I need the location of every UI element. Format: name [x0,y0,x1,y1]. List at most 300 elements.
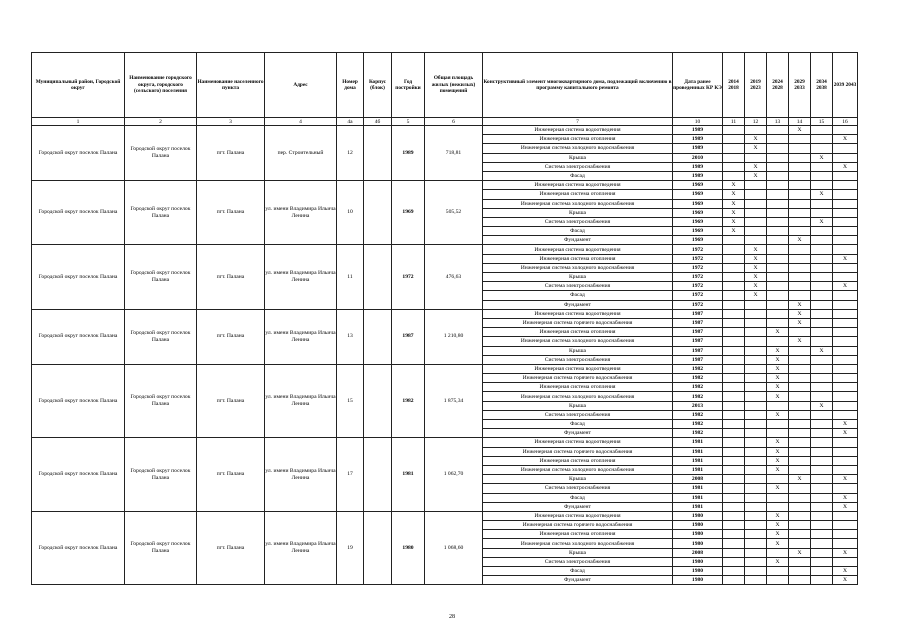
period-1-cell [723,291,745,300]
period-3-cell [767,475,789,484]
column-number-row [32,118,858,126]
period-4-cell [789,291,811,300]
period-1-cell [723,355,745,364]
period-6-cell [833,401,858,410]
period-5-cell [811,502,833,511]
period-2-cell [745,181,767,190]
house-number-cell: 19 [337,511,364,585]
period-2-cell: X [745,245,767,254]
period-6-cell [833,318,858,327]
period-4-cell [789,374,811,383]
previous-repair-date-cell: 1989 [673,135,723,144]
period-4-cell: X [789,318,811,327]
element-cell: Система электроснабжения [483,484,673,493]
column-number: 7 [483,118,673,126]
period-5-cell [811,263,833,272]
period-6-cell: X [833,254,858,263]
period-5-cell [811,383,833,392]
period-2-cell [745,548,767,557]
previous-repair-date-cell: 1969 [673,199,723,208]
period-6-cell [833,227,858,236]
previous-repair-date-cell: 1972 [673,282,723,291]
period-6-cell: X [833,135,858,144]
previous-repair-date-cell: 1969 [673,181,723,190]
previous-repair-date-cell: 2008 [673,475,723,484]
period-2-cell [745,208,767,217]
period-5-cell [811,530,833,539]
period-2-cell: X [745,291,767,300]
area-cell: 1 068,60 [425,511,483,585]
period-5-cell [811,144,833,153]
element-cell: Система электроснабжения [483,410,673,419]
period-4-cell [789,328,811,337]
period-6-cell: X [833,420,858,429]
locality-cell: пгт. Палана [197,511,265,585]
previous-repair-date-cell: 1982 [673,392,723,401]
period-4-cell [789,511,811,520]
element-cell: Крыша [483,401,673,410]
element-cell: Инженерная система отопления [483,254,673,263]
period-5-cell [811,208,833,217]
area-cell: 505,52 [425,181,483,245]
previous-repair-date-cell: 1969 [673,208,723,217]
period-5-cell [811,318,833,327]
period-2-cell [745,567,767,576]
element-cell: Инженерная система холодного водоснабжения [483,392,673,401]
previous-repair-date-cell: 1972 [673,291,723,300]
period-2-cell [745,438,767,447]
period-3-cell [767,300,789,309]
period-2-cell [745,364,767,373]
previous-repair-date-cell: 1982 [673,383,723,392]
page-number: 28 [449,614,455,620]
district-cell: Городской округ поселок Палана [32,245,125,309]
header-district: Муниципальный район, Городской округ [32,53,125,118]
period-2-cell [745,502,767,511]
locality-cell: пгт. Палана [197,364,265,438]
header-period-3: 2024 2028 [767,53,789,118]
period-1-cell [723,557,745,566]
period-5-cell [811,227,833,236]
period-4-cell [789,245,811,254]
previous-repair-date-cell: 1980 [673,511,723,520]
block-cell [364,245,392,309]
element-cell: Инженерная система холодного водоснабжения [483,199,673,208]
period-2-cell: X [745,171,767,180]
period-2-cell [745,475,767,484]
period-5-cell [811,273,833,282]
period-1-cell [723,576,745,585]
period-1-cell [723,567,745,576]
area-cell: 718,81 [425,126,483,181]
period-2-cell [745,126,767,135]
period-5-cell [811,181,833,190]
period-6-cell [833,263,858,272]
district-cell: Городской округ поселок Палана [32,309,125,364]
period-4-cell [789,263,811,272]
previous-repair-date-cell: 1980 [673,567,723,576]
element-cell: Инженерная система отопления [483,190,673,199]
period-3-cell: X [767,521,789,530]
period-4-cell [789,530,811,539]
period-3-cell [767,162,789,171]
period-5-cell [811,291,833,300]
period-6-cell [833,447,858,456]
period-1-cell [723,502,745,511]
element-cell: Фундамент [483,236,673,245]
period-4-cell [789,199,811,208]
settlement-cell: Городской округ поселок Палана [125,438,197,512]
period-1-cell [723,548,745,557]
previous-repair-date-cell: 1989 [673,162,723,171]
block-cell [364,438,392,512]
period-3-cell: X [767,465,789,474]
period-5-cell [811,328,833,337]
period-6-cell: X [833,576,858,585]
previous-repair-date-cell: 1981 [673,493,723,502]
period-4-cell: X [789,309,811,318]
period-5-cell: X [811,217,833,226]
element-cell: Фасад [483,291,673,300]
period-2-cell [745,493,767,502]
period-2-cell [745,511,767,520]
period-1-cell [723,309,745,318]
period-4-cell [789,401,811,410]
header-period-1: 2014 2018 [723,53,745,118]
period-5-cell [811,364,833,373]
period-1-cell: X [723,208,745,217]
header-period-2: 2019 2023 [745,53,767,118]
period-3-cell [767,153,789,162]
previous-repair-date-cell: 1987 [673,337,723,346]
period-2-cell [745,392,767,401]
previous-repair-date-cell: 1987 [673,318,723,327]
area-cell: 1 062,70 [425,438,483,512]
period-3-cell: X [767,364,789,373]
column-number: 4 [265,118,337,126]
period-6-cell [833,291,858,300]
period-5-cell [811,355,833,364]
previous-repair-date-cell: 1972 [673,300,723,309]
period-6-cell [833,521,858,530]
element-cell: Инженерная система водоотведения [483,181,673,190]
area-cell: 1 210,80 [425,309,483,364]
table-row [32,511,858,520]
element-cell: Фундамент [483,429,673,438]
period-3-cell: X [767,511,789,520]
column-number: 6 [425,118,483,126]
period-4-cell [789,171,811,180]
period-4-cell [789,181,811,190]
period-1-cell [723,135,745,144]
period-1-cell: X [723,190,745,199]
period-2-cell [745,355,767,364]
house-number-cell: 15 [337,364,364,438]
period-4-cell [789,493,811,502]
period-3-cell [767,576,789,585]
address-cell: ул. имени Владимира Ильича Ленина [265,364,337,438]
period-3-cell: X [767,346,789,355]
previous-repair-date-cell: 1987 [673,346,723,355]
locality-cell: пгт. Палана [197,309,265,364]
element-cell: Система электроснабжения [483,217,673,226]
period-3-cell [767,144,789,153]
period-4-cell [789,144,811,153]
header-element: Конструктивный элемент многоквартирного дома, подлежащий включению в программу капитального ремонта [483,53,673,118]
period-6-cell [833,392,858,401]
period-4-cell [789,429,811,438]
period-3-cell: X [767,456,789,465]
period-5-cell [811,539,833,548]
element-cell: Инженерная система горячего водоснабжения [483,318,673,327]
previous-repair-date-cell: 1969 [673,190,723,199]
element-cell: Фасад [483,493,673,502]
house-number-cell: 13 [337,309,364,364]
previous-repair-date-cell: 1981 [673,456,723,465]
previous-repair-date-cell: 1981 [673,465,723,474]
table-header-row [32,53,858,118]
period-1-cell [723,263,745,272]
period-6-cell [833,126,858,135]
period-2-cell [745,401,767,410]
period-4-cell [789,135,811,144]
period-1-cell [723,429,745,438]
element-cell: Инженерная система водоотведения [483,438,673,447]
element-cell: Фасад [483,420,673,429]
area-cell: 476,63 [425,245,483,309]
element-cell: Инженерная система водоотведения [483,511,673,520]
period-3-cell [767,548,789,557]
previous-repair-date-cell: 1969 [673,217,723,226]
period-3-cell: X [767,355,789,364]
district-cell: Городской округ поселок Палана [32,438,125,512]
period-1-cell [723,401,745,410]
period-1-cell [723,392,745,401]
build-year-cell: 1980 [392,511,425,585]
period-4-cell [789,273,811,282]
period-5-cell [811,162,833,171]
column-number: 11 [723,118,745,126]
period-6-cell [833,144,858,153]
element-cell: Система электроснабжения [483,355,673,364]
element-cell: Инженерная система отопления [483,456,673,465]
period-6-cell [833,181,858,190]
previous-repair-date-cell: 1981 [673,447,723,456]
settlement-cell: Городской округ поселок Палана [125,364,197,438]
period-1-cell [723,328,745,337]
element-cell: Фундамент [483,576,673,585]
address-cell: пер. Строительный [265,126,337,181]
period-5-cell [811,521,833,530]
period-5-cell [811,199,833,208]
period-1-cell [723,254,745,263]
previous-repair-date-cell: 1982 [673,420,723,429]
previous-repair-date-cell: 1982 [673,364,723,373]
period-1-cell [723,144,745,153]
period-4-cell [789,190,811,199]
period-6-cell [833,208,858,217]
settlement-cell: Городской округ поселок Палана [125,245,197,309]
element-cell: Крыша [483,153,673,162]
previous-repair-date-cell: 2008 [673,548,723,557]
header-period-4: 2029 2033 [789,53,811,118]
period-1-cell [723,493,745,502]
address-cell: ул. имени Владимира Ильича Ленина [265,309,337,364]
house-number-cell: 17 [337,438,364,512]
element-cell: Крыша [483,475,673,484]
period-6-cell [833,171,858,180]
period-2-cell [745,530,767,539]
district-cell: Городской округ поселок Палана [32,126,125,181]
period-4-cell [789,227,811,236]
period-6-cell [833,328,858,337]
period-6-cell [833,557,858,566]
period-6-cell: X [833,567,858,576]
header-address: Адрес [265,53,337,118]
period-2-cell [745,420,767,429]
block-cell [364,126,392,181]
period-6-cell [833,465,858,474]
period-3-cell [767,273,789,282]
table-body [32,126,858,585]
period-1-cell [723,521,745,530]
element-cell: Крыша [483,346,673,355]
period-2-cell [745,456,767,465]
period-3-cell [767,227,789,236]
period-6-cell [833,456,858,465]
period-5-cell [811,300,833,309]
period-5-cell [811,576,833,585]
period-3-cell [767,236,789,245]
previous-repair-date-cell: 1972 [673,263,723,272]
period-2-cell: X [745,263,767,272]
table-row [32,181,858,190]
period-1-cell [723,530,745,539]
element-cell: Инженерная система отопления [483,530,673,539]
period-3-cell: X [767,374,789,383]
element-cell: Инженерная система водоотведения [483,364,673,373]
period-1-cell [723,374,745,383]
period-1-cell [723,171,745,180]
period-3-cell [767,309,789,318]
period-1-cell [723,153,745,162]
period-3-cell [767,245,789,254]
period-6-cell [833,383,858,392]
settlement-cell: Городской округ поселок Палана [125,309,197,364]
build-year-cell: 1982 [392,364,425,438]
period-6-cell [833,530,858,539]
period-1-cell [723,318,745,327]
previous-repair-date-cell: 1980 [673,530,723,539]
period-1-cell: X [723,227,745,236]
period-6-cell [833,346,858,355]
previous-repair-date-cell: 2010 [673,153,723,162]
period-4-cell: X [789,548,811,557]
column-number: 1 [32,118,125,126]
period-6-cell [833,511,858,520]
period-2-cell: X [745,273,767,282]
period-5-cell [811,254,833,263]
period-3-cell [767,401,789,410]
column-number: 16 [833,118,858,126]
element-cell: Крыша [483,273,673,282]
table-row [32,364,858,373]
block-cell [364,309,392,364]
period-5-cell [811,484,833,493]
period-6-cell [833,245,858,254]
period-1-cell [723,364,745,373]
period-3-cell [767,190,789,199]
period-5-cell [811,548,833,557]
period-5-cell [811,410,833,419]
period-3-cell [767,502,789,511]
element-cell: Инженерная система горячего водоснабжения [483,447,673,456]
period-4-cell [789,484,811,493]
period-1-cell [723,126,745,135]
period-6-cell [833,355,858,364]
period-5-cell [811,557,833,566]
address-cell: ул. имени Владимира Ильича Ленина [265,245,337,309]
period-5-cell [811,309,833,318]
header-house-number: Номер дома [337,53,364,118]
period-1-cell [723,420,745,429]
previous-repair-date-cell: 1980 [673,521,723,530]
previous-repair-date-cell: 1981 [673,438,723,447]
period-5-cell [811,429,833,438]
element-cell: Крыша [483,548,673,557]
address-cell: ул. имени Владимира Ильича Ленина [265,438,337,512]
house-number-cell: 11 [337,245,364,309]
period-3-cell [767,217,789,226]
period-4-cell: X [789,236,811,245]
period-2-cell [745,190,767,199]
period-3-cell [767,263,789,272]
period-6-cell [833,236,858,245]
capital-repair-table [31,52,858,585]
header-block: Корпус (блок) [364,53,392,118]
previous-repair-date-cell: 1987 [673,328,723,337]
period-6-cell [833,438,858,447]
period-3-cell [767,567,789,576]
period-1-cell [723,236,745,245]
header-previous-repair-date: Дата ранее проведенных КР КЭ [673,53,723,118]
element-cell: Система электроснабжения [483,282,673,291]
district-cell: Городской округ поселок Палана [32,511,125,585]
period-5-cell [811,236,833,245]
period-4-cell: X [789,300,811,309]
element-cell: Инженерная система холодного водоснабжения [483,539,673,548]
period-4-cell [789,465,811,474]
period-2-cell [745,410,767,419]
locality-cell: пгт. Палана [197,245,265,309]
period-5-cell [811,438,833,447]
period-4-cell: X [789,337,811,346]
period-2-cell [745,383,767,392]
period-2-cell [745,539,767,548]
address-cell: ул. имени Владимира Ильича Ленина [265,181,337,245]
element-cell: Инженерная система холодного водоснабжения [483,144,673,153]
column-number: 10 [673,118,723,126]
element-cell: Инженерная система отопления [483,383,673,392]
column-number: 5 [392,118,425,126]
element-cell: Фундамент [483,502,673,511]
period-6-cell [833,410,858,419]
period-4-cell [789,282,811,291]
period-6-cell [833,309,858,318]
period-5-cell [811,245,833,254]
period-3-cell [767,126,789,135]
period-3-cell: X [767,557,789,566]
